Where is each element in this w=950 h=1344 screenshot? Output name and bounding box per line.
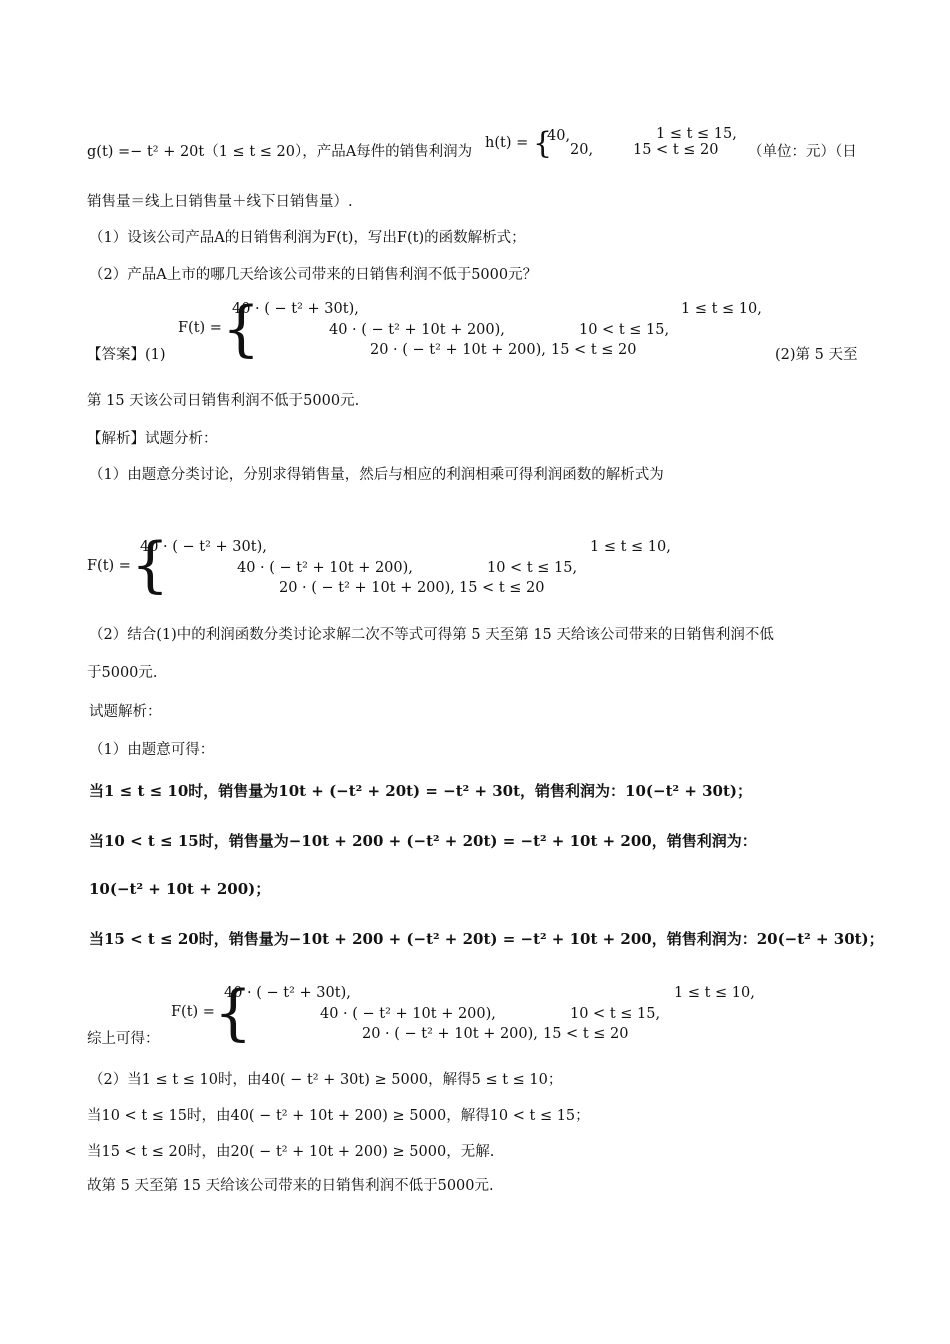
problem-line-2: 销售量＝线上日销售量＋线下日销售量）. <box>87 194 353 210</box>
solution-case-2: 当10 < t ≤ 15时，销售量为−10t + 200 + (−t² + 20t) = −t² + 10t + 200，销售利润为： <box>89 832 757 850</box>
solution-ft-label: F(t) = <box>171 1004 215 1020</box>
analysis-brace: { <box>131 530 170 600</box>
solution-cond-1: 1 ≤ t ≤ 10, <box>674 985 755 1001</box>
answer-part-2: (2)第 5 天至 <box>775 347 858 363</box>
solution-summary: 综上可得： <box>87 1031 160 1047</box>
solution-step-1: （1）由题意可得： <box>89 742 215 758</box>
problem-line-1-tail: （单位：元）（日 <box>748 144 857 160</box>
answer-row-2: 40 · ( − t² + 10t + 200), <box>329 322 505 338</box>
analysis-cond-2: 10 < t ≤ 15, <box>487 560 578 576</box>
solution-case-1: 当1 ≤ t ≤ 10时，销售量为10t + (−t² + 20t) = −t² + 30t，销售利润为：10(−t² + 30t)； <box>89 782 753 800</box>
answer-cond-1: 1 ≤ t ≤ 10, <box>681 301 762 317</box>
answer-row-1: 40 · ( − t² + 30t), <box>232 301 359 317</box>
h-function-label: h(t) = <box>485 135 529 151</box>
analysis-cond-3: 15 < t ≤ 20 <box>459 580 545 596</box>
analysis-paragraph-2b: 于5000元. <box>87 665 158 681</box>
solution-cond-2: 10 < t ≤ 15, <box>570 1006 661 1022</box>
h-row-1-value: 40, <box>547 128 571 144</box>
analysis-ft-label: F(t) = <box>87 558 131 574</box>
question-1: （1）设该公司产品A的日销售利润为F(t)，写出F(t)的函数解析式； <box>89 230 526 246</box>
answer-line-2: 第 15 天该公司日销售利润不低于5000元. <box>87 393 360 409</box>
problem-line-1: g(t) =− t² + 20t（1 ≤ t ≤ 20），产品A每件的销售利润为 <box>87 144 473 160</box>
solution-conclusion: 故第 5 天至第 15 天给该公司带来的日销售利润不低于5000元. <box>87 1178 494 1194</box>
question-2: （2）产品A上市的哪几天给该公司带来的日销售利润不低于5000元？ <box>89 267 538 283</box>
analysis-row-1: 40 · ( − t² + 30t), <box>140 539 267 555</box>
analysis-paragraph-1: （1）由题意分类讨论，分别求得销售量，然后与相应的利润相乘可得利润函数的解析式为 <box>89 467 664 483</box>
h-brace: { <box>533 126 553 161</box>
solution-part-2-line-1: （2）当1 ≤ t ≤ 10时，由40( − t² + 30t) ≥ 5000，解得5 ≤ t ≤ 10； <box>89 1072 563 1088</box>
answer-ft-label: F(t) = <box>178 320 222 336</box>
analysis-row-2: 40 · ( − t² + 10t + 200), <box>237 560 413 576</box>
solution-row-3: 20 · ( − t² + 10t + 200), <box>362 1026 538 1042</box>
solution-case-2-profit: 10(−t² + 10t + 200)； <box>89 880 271 898</box>
analysis-title: 【解析】试题分析： <box>87 431 218 447</box>
solution-cond-3: 15 < t ≤ 20 <box>543 1026 629 1042</box>
solution-part-2-line-2: 当10 < t ≤ 15时，由40( − t² + 10t + 200) ≥ 5000，解得10 < t ≤ 15； <box>87 1108 590 1124</box>
solution-brace: { <box>214 978 253 1048</box>
analysis-row-3: 20 · ( − t² + 10t + 200), <box>279 580 455 596</box>
analysis-paragraph-2a: （2）结合(1)中的利润函数分类讨论求解二次不等式可得第 5 天至第 15 天给该公司带来的日销售利润不低 <box>89 627 774 643</box>
answer-cond-3: 15 < t ≤ 20 <box>551 342 637 358</box>
solution-row-1: 40 · ( − t² + 30t), <box>224 985 351 1001</box>
h-row-2-condition: 15 < t ≤ 20 <box>633 142 719 158</box>
answer-brace: { <box>222 294 261 364</box>
answer-cond-2: 10 < t ≤ 15, <box>579 322 670 338</box>
analysis-cond-1: 1 ≤ t ≤ 10, <box>590 539 671 555</box>
solution-case-3: 当15 < t ≤ 20时，销售量为−10t + 200 + (−t² + 20t) = −t² + 10t + 200，销售利润为：20(−t² + 30t)； <box>89 930 884 948</box>
solution-title: 试题解析： <box>89 704 162 720</box>
answer-label: 【答案】(1) <box>87 347 166 363</box>
solution-row-2: 40 · ( − t² + 10t + 200), <box>320 1006 496 1022</box>
h-row-2-value: 20, <box>570 142 594 158</box>
answer-row-3: 20 · ( − t² + 10t + 200), <box>370 342 546 358</box>
solution-part-2-line-3: 当15 < t ≤ 20时，由20( − t² + 10t + 200) ≥ 5000，无解. <box>87 1144 495 1160</box>
h-row-1-condition: 1 ≤ t ≤ 15, <box>656 126 737 142</box>
